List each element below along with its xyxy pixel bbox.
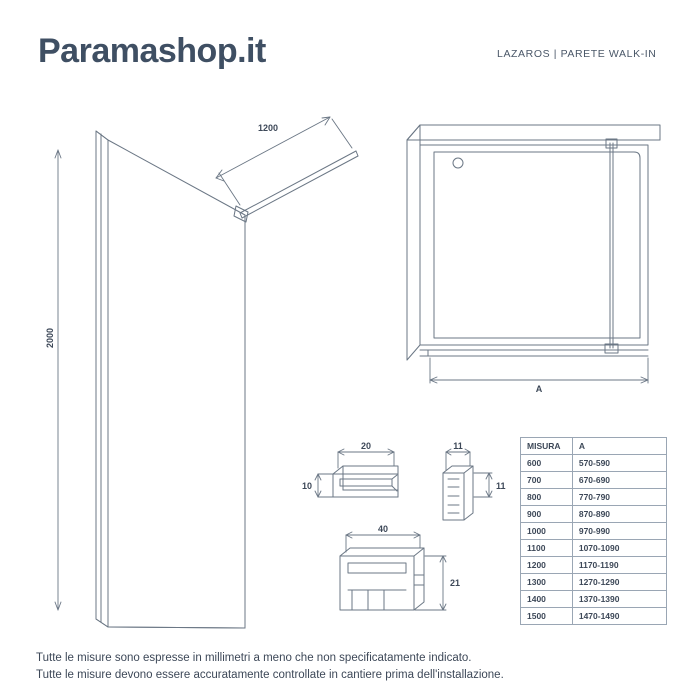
cell-misura: 1400 — [521, 591, 573, 608]
label-21: 21 — [450, 578, 461, 588]
cell-a: 970-990 — [572, 523, 666, 540]
dimension-11-height — [474, 473, 492, 497]
table-row — [521, 506, 667, 523]
table-header-row — [521, 438, 667, 455]
document-title: LAZAROS | PARETE WALK-IN — [497, 48, 657, 60]
label-2000: 2000 — [45, 327, 55, 349]
cell-misura: 600 — [521, 455, 573, 472]
cell-a: 1470-1490 — [572, 608, 666, 625]
cell-misura: 1500 — [521, 608, 573, 625]
note-line-1: Tutte le misure sono espresse in millimetri a meno che non specificatamente indicato. — [36, 652, 472, 664]
table-row — [521, 557, 667, 574]
dimension-20 — [338, 449, 394, 468]
table-row — [521, 608, 667, 625]
label-A: A — [535, 384, 543, 394]
table-header-misura: MISURA — [521, 438, 573, 455]
cell-a: 870-890 — [572, 506, 666, 523]
cell-misura: 700 — [521, 472, 573, 489]
table-row — [521, 472, 667, 489]
cell-a: 670-690 — [572, 472, 666, 489]
cell-misura: 1200 — [521, 557, 573, 574]
plan-view — [407, 125, 660, 360]
profile-detail-11x11 — [443, 466, 473, 520]
table-row — [521, 489, 667, 506]
label-11-height: 11 — [496, 481, 506, 491]
cell-misura: 1100 — [521, 540, 573, 557]
dimension-2000 — [55, 150, 61, 610]
dimension-A — [430, 358, 648, 383]
cell-a: 770-790 — [572, 489, 666, 506]
cell-misura: 1300 — [521, 574, 573, 591]
table-header-a: A — [572, 438, 666, 455]
profile-detail-20x10 — [333, 466, 398, 497]
cell-a: 1170-1190 — [572, 557, 666, 574]
table-row — [521, 540, 667, 557]
cell-a: 1370-1390 — [572, 591, 666, 608]
dimension-40 — [346, 532, 420, 552]
note-line-2: Tutte le misure devono essere accuratamente controllate in cantiere prima dell'installazione. — [36, 669, 504, 681]
dimension-21 — [415, 556, 446, 610]
dimension-10 — [315, 474, 333, 497]
label-20: 20 — [360, 441, 372, 451]
table-row — [521, 455, 667, 472]
bracket-detail-40x21 — [340, 548, 424, 610]
cell-a: 1270-1290 — [572, 574, 666, 591]
brand-logo: Paramashop.it — [38, 32, 266, 70]
table-body — [521, 455, 667, 625]
table-row — [521, 591, 667, 608]
cell-a: 570-590 — [572, 455, 666, 472]
dimension-1200 — [216, 117, 352, 205]
table-row — [521, 574, 667, 591]
table-row — [521, 523, 667, 540]
cell-misura: 800 — [521, 489, 573, 506]
measurements-table — [520, 437, 667, 625]
label-11-width: 11 — [453, 441, 463, 451]
cell-misura: 900 — [521, 506, 573, 523]
label-40: 40 — [377, 524, 389, 534]
label-1200: 1200 — [258, 123, 279, 133]
front-view-panel — [96, 131, 245, 628]
front-view-stabilizer-bar — [234, 151, 358, 222]
footer-notes — [36, 650, 504, 684]
cell-misura: 1000 — [521, 523, 573, 540]
cell-a: 1070-1090 — [572, 540, 666, 557]
dimension-11-width — [446, 449, 470, 470]
label-10: 10 — [301, 481, 312, 491]
